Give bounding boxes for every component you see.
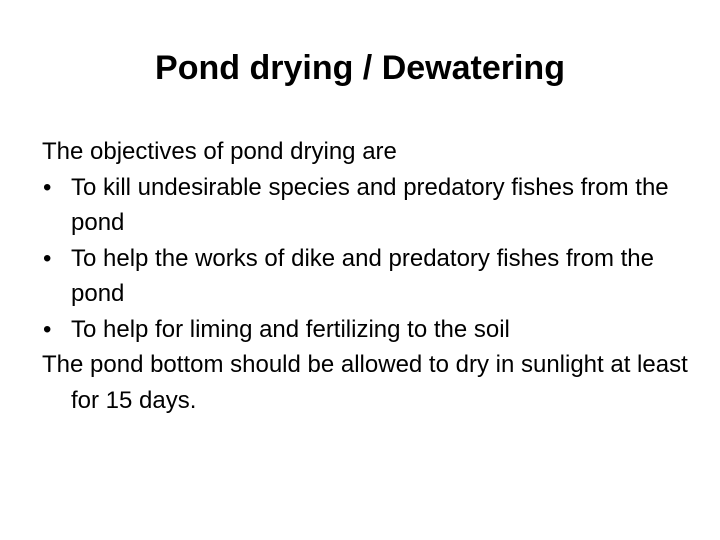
bullet-marker: •	[43, 315, 52, 343]
bullet-text: To help for liming and fertilizing to the soil	[71, 315, 510, 343]
bullet-marker: •	[43, 173, 52, 201]
bullet-text: To kill undesirable species and predatory fishes from the pond	[71, 173, 669, 236]
intro-text: The objectives of pond drying are	[42, 138, 397, 165]
bullet-item	[42, 170, 692, 241]
slide-title: Pond drying / Dewatering	[155, 49, 565, 87]
slide-body	[42, 134, 692, 418]
bullet-text: To help the works of dike and predatory fishes from the pond	[71, 244, 654, 307]
bullet-marker: •	[43, 244, 52, 272]
bullet-item	[42, 241, 692, 312]
closing-text: The pond bottom should be allowed to dry in sunlight at least for 15 days.	[42, 351, 688, 414]
bullet-item	[42, 312, 692, 348]
